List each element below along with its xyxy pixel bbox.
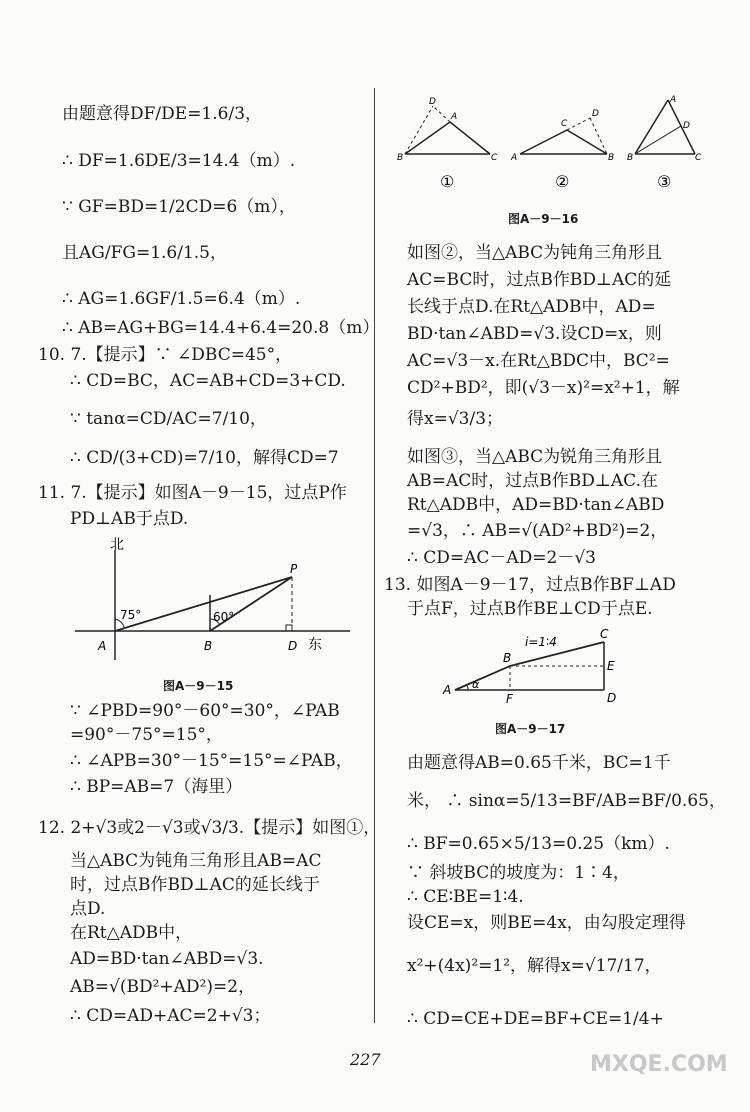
text-line: 于点F，过点B作BE⊥CD于点E. <box>407 599 653 619</box>
svg-text:D: D <box>607 691 617 704</box>
svg-text:A: A <box>670 95 677 105</box>
svg-text:D: D <box>429 97 436 107</box>
problem-10-line: 10. 7.【提示】∵ ∠DBC=45°， <box>38 345 293 365</box>
svg-text:B: B <box>397 153 404 163</box>
text-line: ∵ 斜坡BC的坡度为：1∶4， <box>407 863 630 883</box>
text-line: 得x=√3/3； <box>407 409 504 429</box>
point-d-label: D <box>288 639 298 653</box>
svg-text:B: B <box>503 651 512 665</box>
svg-text:D: D <box>592 109 599 119</box>
text-line: 长线于点D.在Rt△ADB中，AD= <box>407 297 656 317</box>
svg-text:C: C <box>600 627 609 641</box>
text-line: 如图③，当△ABC为锐角三角形且 <box>407 447 663 467</box>
text-line: 设CE=x，则BE=4x，由勾股定理得 <box>407 913 686 933</box>
figure-caption: 图A－9－17 <box>495 722 566 736</box>
text-line: ∴ CD/(3+CD)=7/10，解得CD=7 <box>70 448 339 468</box>
svg-text:A: A <box>443 683 452 697</box>
figure-a-9-15 <box>70 535 360 670</box>
svg-text:A: A <box>511 153 518 163</box>
figure-caption: 图A－9－16 <box>508 212 579 226</box>
text-line: =90°－75°=15°， <box>70 725 223 745</box>
text-line: ∴ DF=1.6DE/3=14.4（m）. <box>62 151 296 171</box>
text-line: 当△ABC为钝角三角形且AB=AC <box>70 851 322 871</box>
text-line: Rt△ADB中，AD=BD·tan∠ABD <box>407 495 665 515</box>
text-line: ∴ CE∶BE=1∶4. <box>407 887 524 907</box>
watermark-logo: MXQE.COM <box>590 1052 728 1077</box>
text-line: =√3，∴ AB=√(AD²+BD²)=2， <box>407 521 668 541</box>
text-line: AB=AC时，过点B作BD⊥AC.在 <box>407 471 658 491</box>
point-b-label: B <box>204 639 213 653</box>
text-line: ∴ BF=0.65×5/13=0.25（km）. <box>407 834 670 854</box>
text-line: 在Rt△ADB中， <box>70 923 193 943</box>
text-line: ∴ ∠APB=30°－15°=15°=∠PAB， <box>70 751 353 771</box>
text-line: AB=√(BD²+AD²)=2， <box>70 977 256 997</box>
angle-60-label: 60° <box>213 610 235 624</box>
text-line: 且AG/FG=1.6/1.5， <box>62 243 228 263</box>
slope-label: i=1∶4 <box>525 635 557 649</box>
figure-caption: 图A－9－15 <box>163 679 234 693</box>
svg-text:B: B <box>608 153 615 163</box>
figure-a-9-17 <box>440 624 620 704</box>
text-line: ∴ CD=AD+AC=2+√3； <box>70 1006 271 1026</box>
point-p-label: P <box>290 562 298 576</box>
angle-75-label: 75° <box>120 608 142 622</box>
text-line: BD·tan∠ABD=√3.设CD=x，则 <box>407 324 662 344</box>
column-divider <box>374 88 375 1023</box>
text-line: 米， ∴ sinα=5/13=BF/AB=BF/0.65， <box>407 791 726 811</box>
text-line: ∴ BP=AB=7（海里） <box>70 777 243 797</box>
svg-text:F: F <box>506 692 513 704</box>
figure-a-9-16 <box>395 92 705 197</box>
text-line: PD⊥AB于点D. <box>70 509 189 529</box>
text-line: ∴ CD=AC－AD=2－√3 <box>407 548 597 568</box>
east-label: 东 <box>308 637 322 653</box>
text-line: x²+(4x)²=1²，解得x=√17/17， <box>407 956 662 976</box>
svg-text:C: C <box>695 153 702 163</box>
svg-text:C: C <box>561 119 568 129</box>
problem-11-line: 11. 7.【提示】如图A－9－15，过点P作 <box>38 483 347 503</box>
page-number: 227 <box>350 1050 381 1069</box>
triangle-1 <box>397 97 498 191</box>
text-line: 由题意得DF/DE=1.6/3， <box>62 104 263 124</box>
text-line: ∵ tanα=CD/AC=7/10， <box>70 409 267 429</box>
text-line: CD²+BD²，即(√3－x)²=x²+1，解 <box>407 378 680 398</box>
text-line: ∴ AB=AG+BG=14.4+6.4=20.8（m） <box>62 318 380 338</box>
svg-text:B: B <box>627 153 634 163</box>
problem-13-line: 13. 如图A－9－17，过点B作BF⊥AD <box>384 575 676 595</box>
text-line: ∵ ∠PBD=90°－60°=30°，∠PAB <box>70 701 340 721</box>
text-line: 如图②，当△ABC为钝角三角形且 <box>407 243 663 263</box>
problem-12-line: 12. 2+√3或2－√3或√3/3.【提示】如图①， <box>38 818 381 838</box>
text-line: AD=BD·tan∠ABD=√3. <box>70 949 264 969</box>
text-line: ∴ CD=BC，AC=AB+CD=3+CD. <box>70 371 346 391</box>
text-line: ∵ GF=BD=1/2CD=6（m）， <box>62 197 296 217</box>
triangle-2 <box>510 109 614 191</box>
text-line: AC=BC时，过点B作BD⊥AC的延 <box>407 270 672 290</box>
triangle-3 <box>627 95 702 191</box>
svg-text:A: A <box>451 112 458 122</box>
circle-2-label: ② <box>555 172 570 191</box>
svg-text:D: D <box>683 121 690 131</box>
svg-text:C: C <box>491 153 498 163</box>
text-line: AC=√3－x.在Rt△BDC中，BC²= <box>407 351 670 371</box>
text-line: ∴ AG=1.6GF/1.5=6.4（m）. <box>62 289 301 309</box>
point-a-label: A <box>98 639 107 653</box>
text-line: ∴ CD=CE+DE=BF+CE=1/4+ <box>407 1009 664 1029</box>
text-line: 时，过点B作BD⊥AC的延长线于 <box>70 875 320 895</box>
svg-text:E: E <box>607 659 615 673</box>
circle-1-label: ① <box>440 172 455 191</box>
circle-3-label: ③ <box>657 172 672 191</box>
text-line: 点D. <box>70 899 106 919</box>
text-line: 由题意得AB=0.65千米，BC=1千 <box>407 753 671 773</box>
north-label: 北 <box>110 537 124 553</box>
svg-text:α: α <box>472 678 480 691</box>
